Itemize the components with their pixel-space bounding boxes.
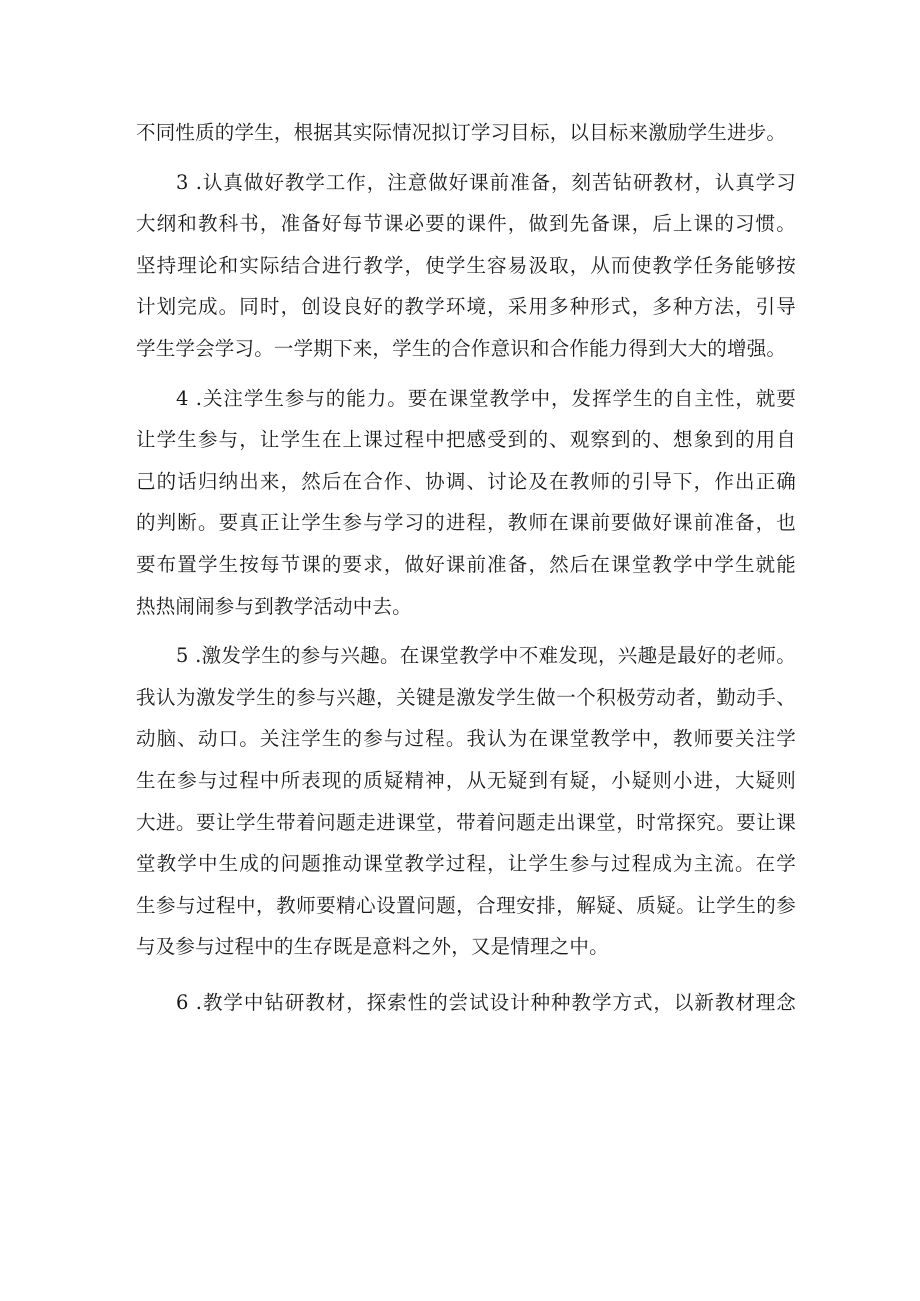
text-line: 坚持理论和实际结合进行教学，使学生容易汲取，从而使教学任务能够按 <box>136 253 796 277</box>
text-line: 与及参与过程中的生存既是意料之外，又是情理之中。 <box>136 935 609 959</box>
text-line: 的判断。要真正让学生参与学习的进程，教师在课前要做好课前准备，也 <box>136 511 796 535</box>
text-line: 堂教学中生成的问题推动课堂教学过程，让学生参与过程成为主流。在学 <box>136 852 796 876</box>
text-line: 己的话归纳出来，然后在合作、协调、讨论及在教师的引导下，作出正确 <box>136 469 796 493</box>
text-line: 生参与过程中，教师要精心设置问题，合理安排，解疑、质疑。让学生的参 <box>136 893 796 917</box>
paragraph-item-5 <box>136 635 796 968</box>
text-line: 6 .教学中钻研教材，探索性的尝试设计种种教学方式，以新教材理念 <box>176 990 796 1014</box>
paragraph-item-4 <box>136 378 796 628</box>
paragraph-item-3 <box>136 162 796 370</box>
text-line: 5 .激发学生的参与兴趣。在课堂教学中不难发现，兴趣是最好的老师。 <box>176 644 796 668</box>
text-line: 让学生参与，让学生在上课过程中把感受到的、观察到的、想象到的用自 <box>136 428 796 452</box>
text-line: 学生学会学习。一学期下来，学生的合作意识和合作能力得到大大的增强。 <box>136 336 787 360</box>
text-line: 不同性质的学生，根据其实际情况拟订学习目标，以目标来激励学生进步。 <box>136 121 787 144</box>
paragraph-item-6 <box>136 982 796 1024</box>
paragraph-continuation <box>136 112 796 154</box>
text-line: 大进。要让学生带着问题走进课堂，带着问题走出课堂，时常探究。要让课 <box>136 810 796 834</box>
text-line: 我认为激发学生的参与兴趣，关键是激发学生做一个积极劳动者，勤动手、 <box>136 685 796 709</box>
text-line: 热热闹闹参与到教学活动中去。 <box>136 594 412 618</box>
document-body <box>136 112 796 1023</box>
text-line: 大纲和教科书，准备好每节课必要的课件，做到先备课，后上课的习惯。 <box>136 212 796 236</box>
text-line: 4 .关注学生参与的能力。要在课堂教学中，发挥学生的自主性，就要 <box>176 386 796 410</box>
text-line: 生在参与过程中所表现的质疑精神，从无疑到有疑，小疑则小进，大疑则 <box>136 768 796 792</box>
text-line: 要布置学生按每节课的要求，做好课前准备，然后在课堂教学中学生就能 <box>136 552 796 576</box>
text-line: 动脑、动口。关注学生的参与过程。我认为在课堂教学中，教师要关注学 <box>136 727 796 751</box>
text-line: 3 .认真做好教学工作，注意做好课前准备，刻苦钻研教材，认真学习 <box>176 170 796 194</box>
text-line: 计划完成。同时，创设良好的教学环境，采用多种形式，多种方法，引导 <box>136 295 796 319</box>
